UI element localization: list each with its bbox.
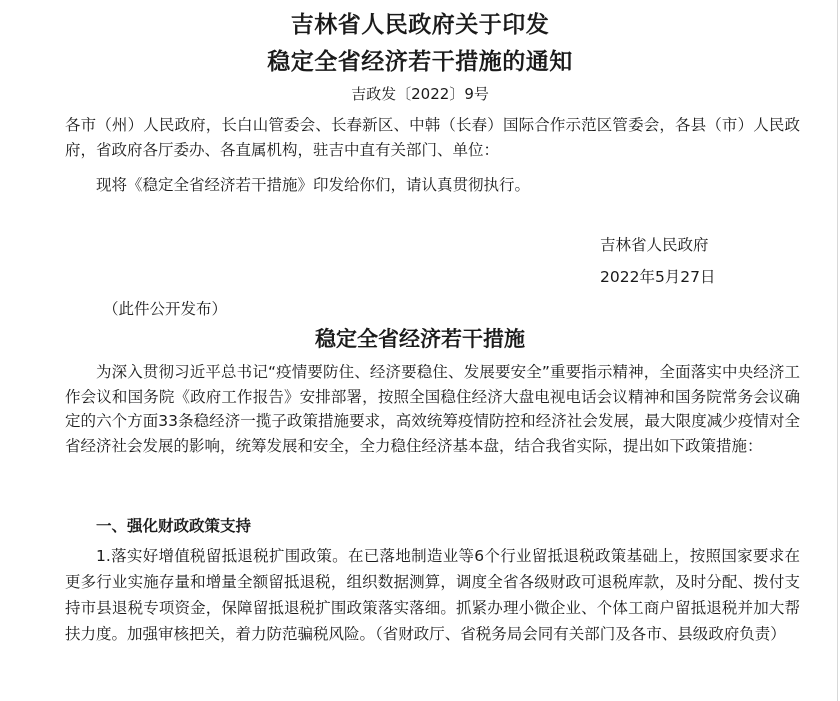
notice-title-line2: 稳定全省经济若干措施的通知 [267, 49, 573, 75]
preamble-paragraph: 为深入贯彻习近平总书记“疫情要防住、经济要稳住、发展要安全”重要指示精神，全面落实中央经济工作会议和国务院《政府工作报告》安排部署，按照全国稳住经济大盘电视电话会议精神和国务院常务会议确定的六个方面33条稳经济一揽子政策措施要求，高效统筹疫情防控和经济社会发展，最大限度减少疫情对全省经济社会发展的影响，统筹发展和安全，全力稳住经济基本盘，结合我省实际，提出如下政策措施： [65, 363, 800, 455]
notice-title-line1: 吉林省人民政府关于印发 [290, 12, 550, 38]
signature-date: 2022年5月27日 [600, 268, 716, 286]
section-heading-fiscal-policy: 一、强化财政政策支持 [96, 517, 252, 535]
signature-organization: 吉林省人民政府 [600, 236, 709, 254]
addressee-paragraph: 各市（州）人民政府，长白山管委会、长春新区、中韩（长春）国际合作示范区管委会，各县（市）人民政府，省政府各厅委办、各直属机构，驻吉中直有关部门、单位： [65, 116, 800, 159]
measures-title: 稳定全省经济若干措施 [315, 327, 525, 351]
document-number: 吉政发〔2022〕9号 [351, 85, 489, 103]
publication-note: （此件公开发布） [103, 300, 228, 318]
intro-paragraph: 现将《稳定全省经济若干措施》印发给你们，请认真贯彻执行。 [96, 176, 531, 194]
measure-1-paragraph: 1.落实好增值税留抵退税扩围政策。在已落地制造业等6个行业留抵退税政策基础上，按照国家要求在更多行业实施存量和增量全额留抵退税，组织数据测算，调度全省各级财政可退税库款，及时分配、拨付支持市县退税专项资金，保障留抵退税扩围政策落实落细。抓紧办理小微企业、个体工商户留抵退税并加大帮扶力度。加强审核把关，着力防范骗税风险。（省财政厅、省税务局会同有关部门及各市、县级政府负责） [65, 547, 800, 643]
